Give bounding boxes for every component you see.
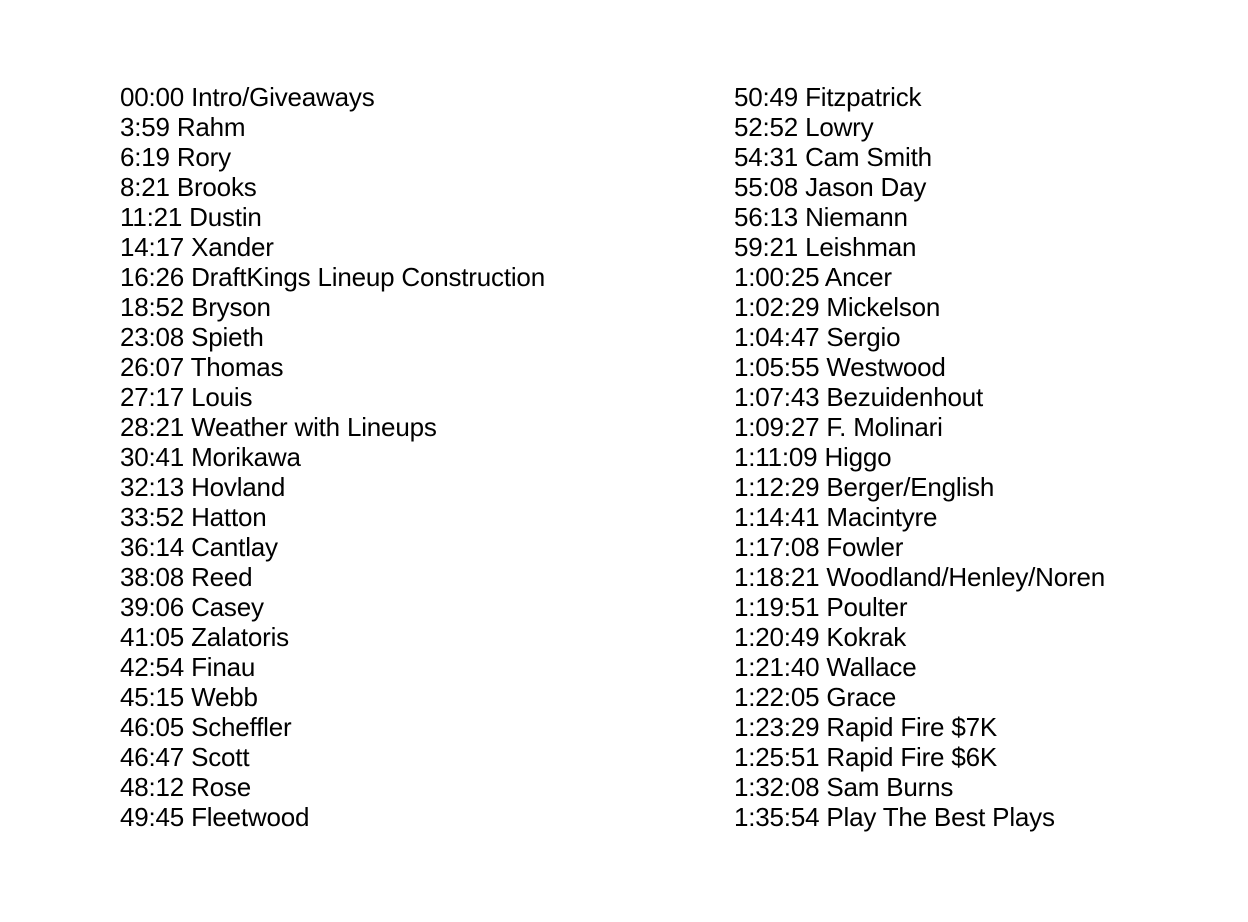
timestamp-entry: 1:05:55 Westwood — [734, 352, 946, 382]
timestamp-entry: 3:59 Rahm — [120, 112, 246, 142]
timestamp-entry: 45:15 Webb — [120, 682, 258, 712]
timestamp-entry: 1:02:29 Mickelson — [734, 292, 941, 322]
timestamp-entry: 59:21 Leishman — [734, 232, 917, 262]
timestamp-entry: 1:20:49 Kokrak — [734, 622, 907, 652]
timestamp-entry: 1:21:40 Wallace — [734, 652, 917, 682]
timestamp-entry: 1:19:51 Poulter — [734, 592, 908, 622]
timestamp-entry: 32:13 Hovland — [120, 472, 286, 502]
timestamp-entry: 46:47 Scott — [120, 742, 250, 772]
timestamp-entry: 46:05 Scheffler — [120, 712, 292, 742]
timestamp-entry: 39:06 Casey — [120, 592, 264, 622]
timestamp-entry: 8:21 Brooks — [120, 172, 257, 202]
timestamp-entry: 28:21 Weather with Lineups — [120, 412, 437, 442]
timestamp-entry: 52:52 Lowry — [734, 112, 874, 142]
timestamp-entry: 23:08 Spieth — [120, 322, 264, 352]
timestamp-entry: 1:18:21 Woodland/Henley/Noren — [734, 562, 1105, 592]
timestamp-entry: 1:09:27 F. Molinari — [734, 412, 943, 442]
timestamp-entry: 1:25:51 Rapid Fire $6K — [734, 742, 997, 772]
timestamp-entry: 26:07 Thomas — [120, 352, 284, 382]
timestamp-entry: 1:00:25 Ancer — [734, 262, 892, 292]
timestamp-entry: 1:32:08 Sam Burns — [734, 772, 954, 802]
timestamp-entry: 1:11:09 Higgo — [734, 442, 892, 472]
timestamp-entry: 1:07:43 Bezuidenhout — [734, 382, 983, 412]
timestamp-entry: 16:26 DraftKings Lineup Construction — [120, 262, 545, 292]
timestamp-entry: 1:22:05 Grace — [734, 682, 897, 712]
timestamp-entry: 48:12 Rose — [120, 772, 251, 802]
timestamp-entry: 49:45 Fleetwood — [120, 802, 310, 832]
timestamp-list-right — [734, 82, 1105, 832]
timestamp-entry: 36:14 Cantlay — [120, 532, 278, 562]
timestamp-entry: 50:49 Fitzpatrick — [734, 82, 922, 112]
timestamp-entry: 38:08 Reed — [120, 562, 253, 592]
timestamp-entry: 55:08 Jason Day — [734, 172, 927, 202]
timestamp-entry: 41:05 Zalatoris — [120, 622, 289, 652]
timestamp-entry: 27:17 Louis — [120, 382, 253, 412]
timestamp-list-left — [120, 82, 545, 832]
timestamp-entry: 1:23:29 Rapid Fire $7K — [734, 712, 997, 742]
timestamp-entry: 11:21 Dustin — [120, 202, 262, 232]
timestamp-entry: 1:04:47 Sergio — [734, 322, 901, 352]
timestamp-entry: 42:54 Finau — [120, 652, 256, 682]
timestamp-entry: 1:35:54 Play The Best Plays — [734, 802, 1055, 832]
timestamp-entry: 54:31 Cam Smith — [734, 142, 932, 172]
timestamp-entry: 00:00 Intro/Giveaways — [120, 82, 375, 112]
timestamp-entry: 1:12:29 Berger/English — [734, 472, 995, 502]
timestamp-entry: 6:19 Rory — [120, 142, 231, 172]
timestamp-entry: 30:41 Morikawa — [120, 442, 301, 472]
timestamp-entry: 1:17:08 Fowler — [734, 532, 904, 562]
timestamp-entry: 14:17 Xander — [120, 232, 274, 262]
timestamp-entry: 56:13 Niemann — [734, 202, 908, 232]
timestamp-entry: 33:52 Hatton — [120, 502, 267, 532]
timestamp-entry: 18:52 Bryson — [120, 292, 271, 322]
timestamp-entry: 1:14:41 Macintyre — [734, 502, 938, 532]
